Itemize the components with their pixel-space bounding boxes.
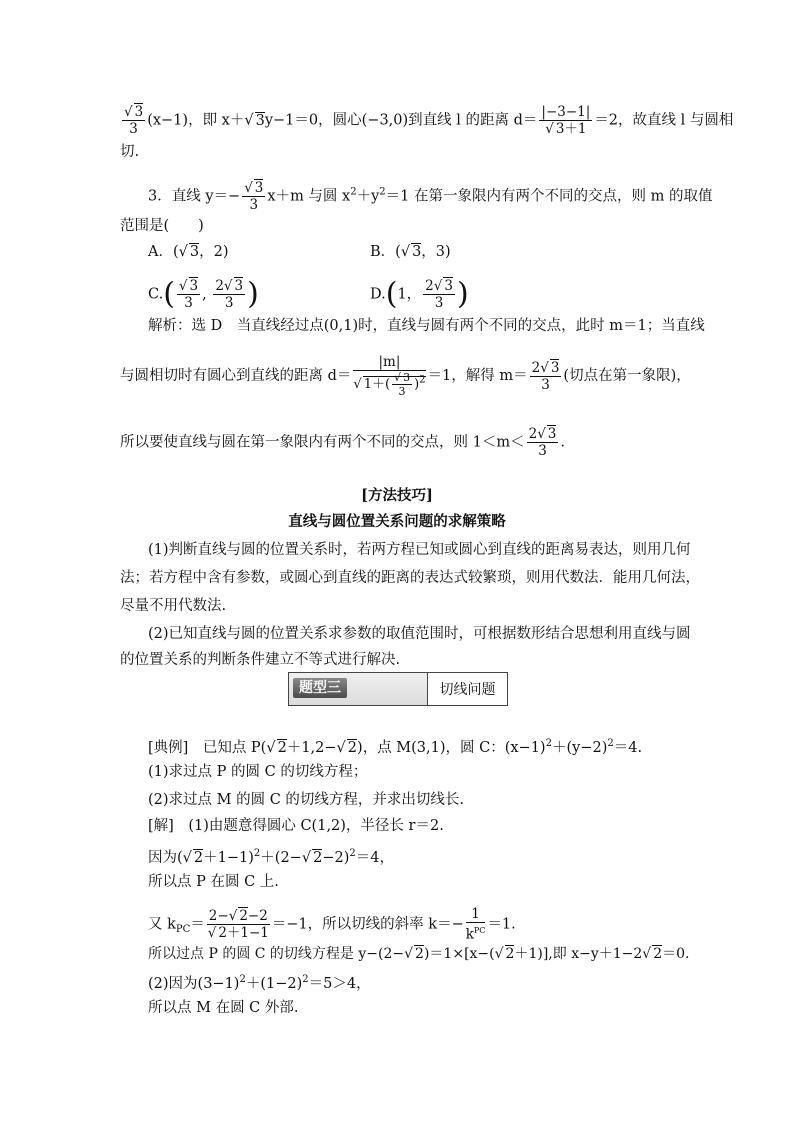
- method-p1-line-2: 法；若方程中含有参数，或圆心到直线的距离的表达式较繁琐，则用代数法．能用几何法，: [120, 570, 700, 586]
- option-a[interactable]: A．(√ 3，2): [148, 244, 229, 260]
- option-c[interactable]: C.( $\frac{√ 3}{3}$ , $\frac{2√ 3}{3}$ ): [148, 276, 259, 312]
- tangent-distance-fraction: |m| √ 1＋( $\frac{√ 3}{3}$ )$^2$: [353, 354, 426, 398]
- fraction-sqrt3-over-3: $\frac{√ 3}{3}$: [124, 104, 144, 137]
- solve-line-3: 所以点 P 在圆 C 上.: [148, 874, 279, 890]
- topic-tag-box: [288, 672, 508, 706]
- slope-pc-fraction: $\frac{2-√ 2-2}{√ 2+1-1}$: [207, 907, 269, 941]
- solve-line-6: (2)因为$(3-1)^2+(1-2)^2=5>4$，: [148, 974, 371, 992]
- solve-line-1: [解] (1)由题意得圆心 C(1,2)，半径长 r＝2.: [148, 818, 444, 834]
- topic-tag-label: 题型三: [293, 678, 347, 698]
- method-p2-line-1: (2)已知直线与圆的位置关系求参数的取值范围时，可根据数形结合思想利用直线与圆: [148, 626, 691, 642]
- solution-line-2: 与圆相切时有圆心到直线的距离 d＝ |m| √ 1＋( $\frac{√ 3}{3}$ )$^2$ ＝1，解得 m＝ $\frac{2√ 3}{3}$ (切点在第一象限)，: [120, 354, 691, 398]
- method-subtitle: 直线与圆位置关系问题的求解策略: [288, 513, 506, 530]
- method-p2-line-2: 的位置关系的判断条件建立不等式进行解决.: [120, 652, 401, 668]
- topic-tag-left: [289, 673, 428, 705]
- topic-tag-title: 切线问题: [439, 682, 496, 698]
- line-2: 切.: [120, 144, 140, 160]
- solve-line-2: 因为(√ 2＋1−1)$^2$＋(2−√ 2−2)$^2$＝4，: [148, 848, 394, 866]
- solve-line-4: 又 $k_{PC}=$ $\frac{2-√ 2-2}{√ 2+1-1}$ ＝−1，所以切线的斜率 k＝− 1 $k^{PC}$ ＝1.: [148, 906, 516, 943]
- solution-line-1: 解析：选 D 当直线经过点(0,1)时，直线与圆有两个不同的交点，此时 m＝1；当直线: [148, 318, 705, 334]
- slope-fraction: $\frac{√ 3}{3}$: [244, 180, 264, 213]
- solution-line-3: 所以要使直线与圆在第一象限内有两个不同的交点，则 1＜m＜ $\frac{2√ 3}{3}$ .: [120, 426, 565, 459]
- solve-line-7: 所以点 M 在圆 C 外部.: [148, 1000, 299, 1016]
- option-b[interactable]: B．(√ 3，3): [370, 244, 451, 260]
- method-p1-line-1: (1)判断直线与圆的位置关系时，若两方程已知或圆心到直线的距离易表达，则用几何: [148, 542, 691, 558]
- example-line-1: [典例] 已知点 P(√ 2＋1,2−√ 2)，点 M(3,1)，圆 C：$(x-1)^2+(y-2)^2=4$.: [148, 738, 643, 756]
- example-line-2: (1)求过点 P 的圆 C 的切线方程；: [148, 764, 368, 780]
- solve-line-5: 所以过点 P 的圆 C 的切线方程是 y−(2−√ 2)＝1×[x−(√ 2＋1)],即 x−y＋1−2√ 2＝0.: [148, 946, 690, 962]
- method-title: [方法技巧]: [361, 487, 433, 504]
- option-d[interactable]: D.(1， $\frac{2√ 3}{3}$ ): [370, 276, 469, 312]
- question-3: 3．直线 y＝− $\frac{√ 3}{3}$ x＋m 与圆 $x^2+y^2=1$ 在第一象限内有两个不同的交点，则 m 的取值: [148, 180, 713, 213]
- method-p1-line-3: 尽量不用代数法.: [120, 598, 227, 614]
- example-line-3: (2)求过点 M 的圆 C 的切线方程，并求出切线长.: [148, 792, 465, 808]
- distance-fraction: $\frac{|-3-1|}{√ 3+1}$: [541, 104, 591, 137]
- line-1: $\frac{√ 3}{3}$ (x−1)，即 x＋√ 3y−1＝0，圆心(−3,0)到直线 l 的距离 d＝ $\frac{|-3-1|}{√ 3+1}$ ＝2，故直线 l 与圆相: [124, 104, 734, 137]
- question-3-line-2: 范围是( ): [120, 218, 204, 234]
